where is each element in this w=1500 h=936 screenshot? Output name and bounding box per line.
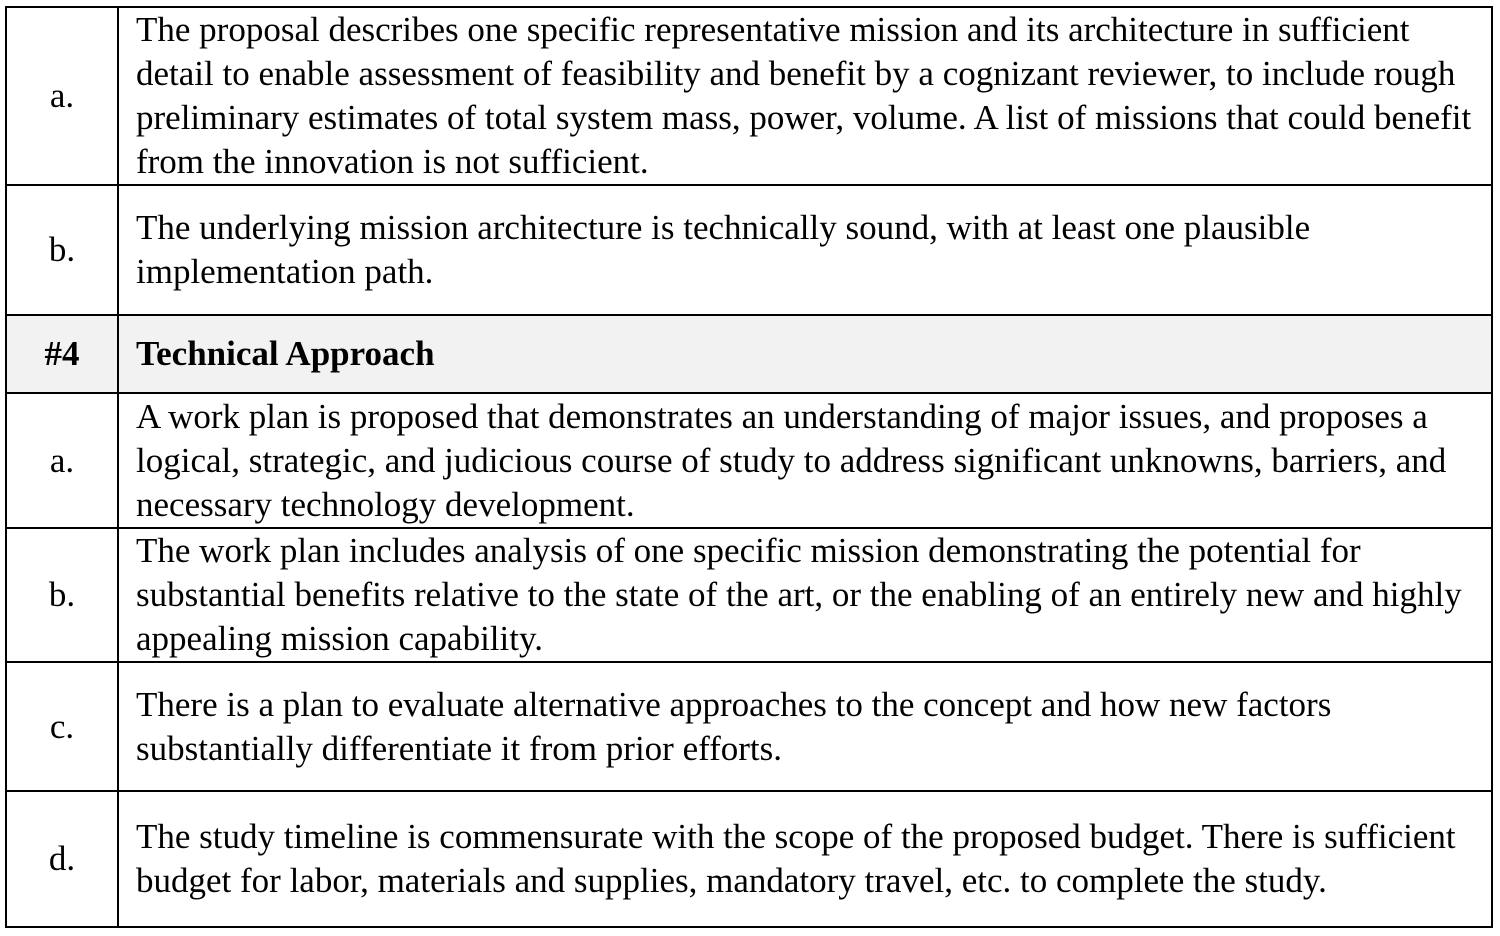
criterion-text: The study timeline is commensurate with the scope of the proposed budget. There is sufficient budget for labor, materials and supplies, mandatory travel, etc. to complete the study. xyxy=(136,817,1456,900)
criterion-row xyxy=(6,662,1492,791)
criterion-row xyxy=(6,528,1492,662)
section-number: #4 xyxy=(6,315,118,393)
criterion-text: There is a plan to evaluate alternative approaches to the concept and how new factors substantially differentiate it from prior efforts. xyxy=(136,684,1332,768)
criteria-table xyxy=(5,6,1493,928)
criterion-text: The work plan includes analysis of one specific mission demonstrating the potential for substantial benefits relative to the state of the art, or the enabling of an entirely new and highly appealing mission capability. xyxy=(136,531,1462,658)
criterion-label: b. xyxy=(6,528,118,662)
criterion-label: d. xyxy=(6,791,118,927)
criterion-row xyxy=(6,185,1492,315)
criterion-label: a. xyxy=(6,7,118,185)
criterion-row xyxy=(6,393,1492,528)
section-title: Technical Approach xyxy=(136,334,435,373)
criterion-row xyxy=(6,7,1492,185)
criterion-label: b. xyxy=(6,185,118,315)
criterion-text: A work plan is proposed that demonstrates an understanding of major issues, and proposes a logical, strategic, and judicious course of study to address significant unknowns, barriers, and necessary technology development. xyxy=(136,396,1447,524)
criterion-row xyxy=(6,791,1492,927)
criterion-text: The proposal describes one specific representative mission and its architecture in sufficient detail to enable assessment of feasibility and benefit by a cognizant reviewer, to include rough preliminary estimates of total system mass, power, volume. A list of missions that could benefit from the innovation is not sufficient. xyxy=(136,10,1472,181)
section-header-row xyxy=(6,315,1492,393)
criterion-label: a. xyxy=(6,393,118,528)
criterion-text: The underlying mission architecture is technically sound, with at least one plausible implementation path. xyxy=(136,208,1311,291)
criterion-label: c. xyxy=(6,662,118,791)
